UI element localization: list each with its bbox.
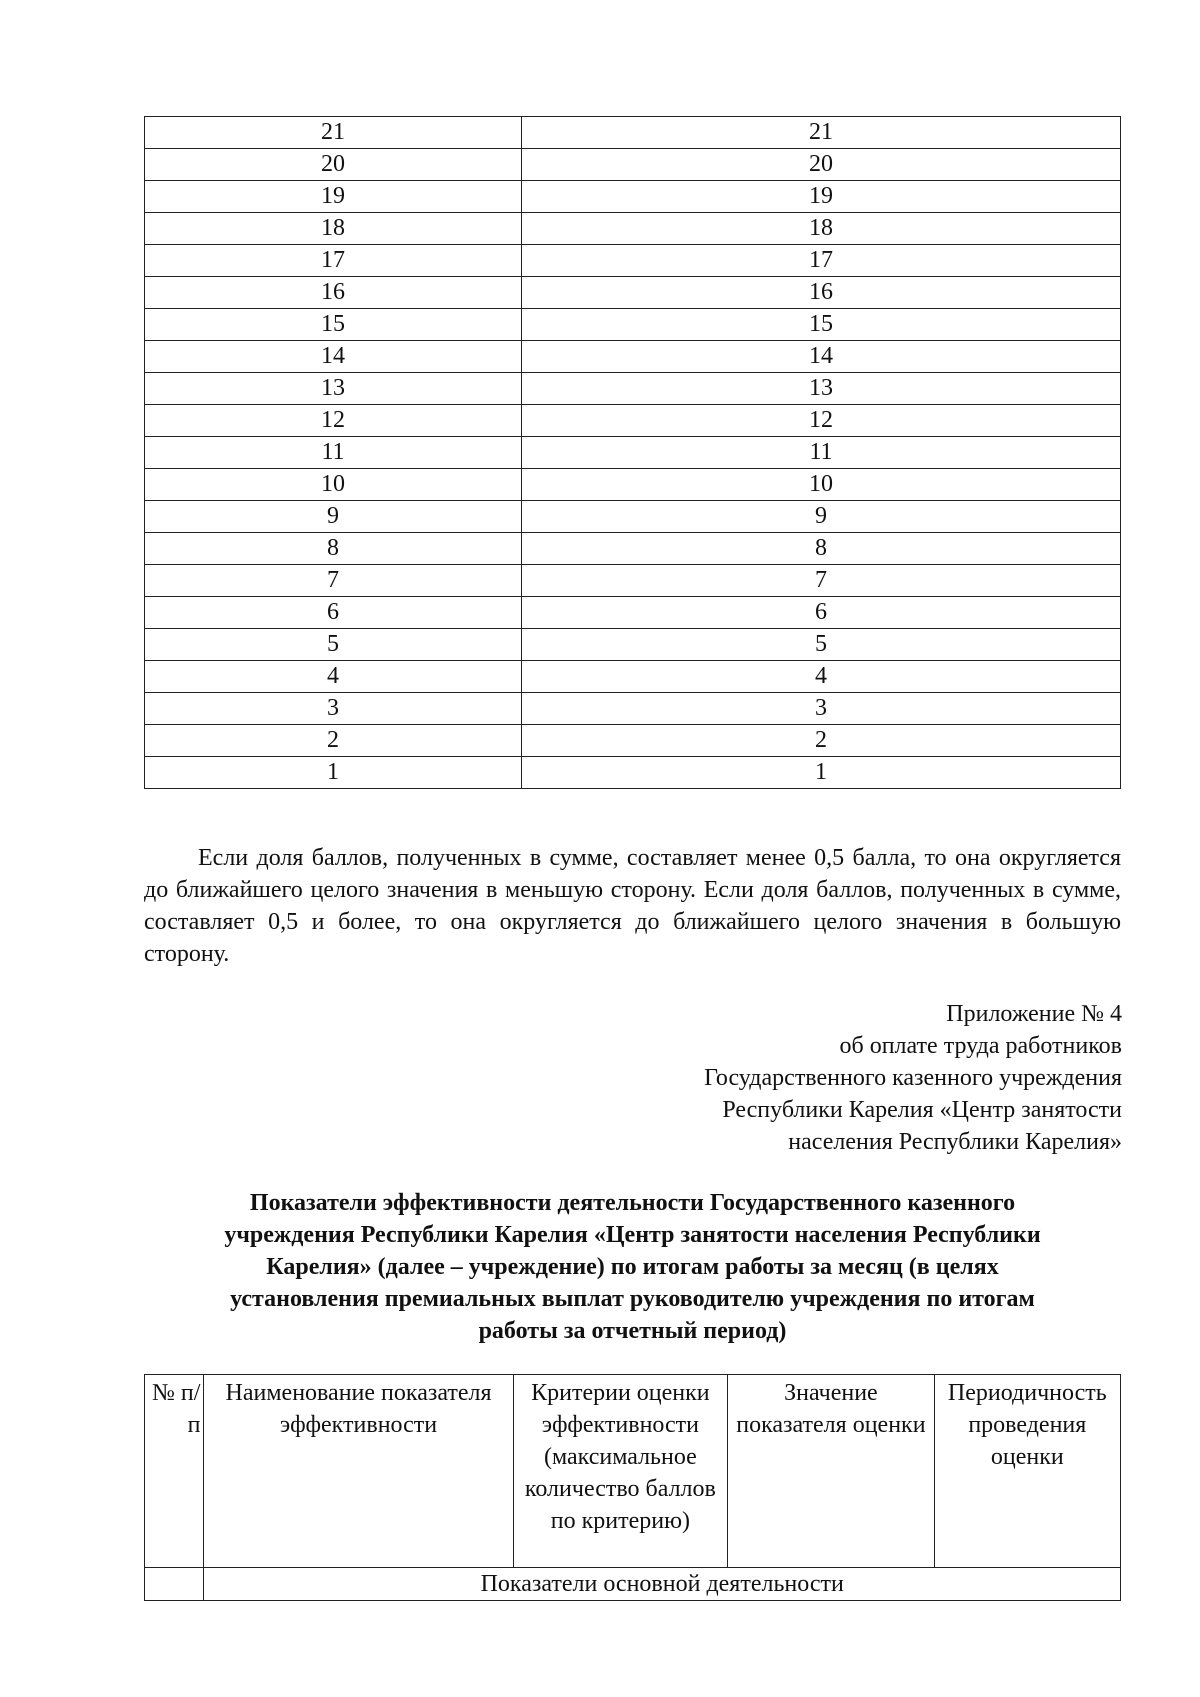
points-cell: 14 xyxy=(522,341,1121,373)
title-line: установления премиальных выплат руководителю учреждения по итогам xyxy=(230,1286,1035,1312)
score-cell: 6 xyxy=(145,597,522,629)
table-row xyxy=(145,725,1121,757)
score-cell: 2 xyxy=(145,725,522,757)
table-row xyxy=(145,277,1121,309)
table-row xyxy=(145,117,1121,149)
table-row xyxy=(145,501,1121,533)
appendix-line: Приложение № 4 xyxy=(946,1001,1122,1027)
points-cell: 15 xyxy=(522,309,1121,341)
table-row xyxy=(145,469,1121,501)
score-cell: 4 xyxy=(145,661,522,693)
score-cell: 1 xyxy=(145,757,522,789)
points-cell: 5 xyxy=(522,629,1121,661)
score-cell: 5 xyxy=(145,629,522,661)
score-cell: 10 xyxy=(145,469,522,501)
points-cell: 10 xyxy=(522,469,1121,501)
title-line: Карелия» (далее – учреждение) по итогам работы за месяц (в целях xyxy=(266,1254,999,1280)
points-cell: 1 xyxy=(522,757,1121,789)
table-row xyxy=(145,405,1121,437)
title-line: учреждения Республики Карелия «Центр занятости населения Республики xyxy=(224,1222,1041,1248)
appendix-line: Республики Карелия «Центр занятости xyxy=(722,1097,1122,1123)
table-row xyxy=(145,437,1121,469)
points-cell: 9 xyxy=(522,501,1121,533)
points-cell: 12 xyxy=(522,405,1121,437)
points-cell: 11 xyxy=(522,437,1121,469)
table-row xyxy=(145,309,1121,341)
header-number: № п/п xyxy=(145,1375,204,1568)
header-indicator-name: Наименование показателя эффективности xyxy=(204,1375,513,1568)
score-cell: 14 xyxy=(145,341,522,373)
rounding-paragraph: Если доля баллов, полученных в сумме, составляет менее 0,5 балла, то она округляется до ближайшего целого значения в меньшую сторону. Если доля баллов, полученных в сумме, составляет 0,5 и более, то она округляется до ближайшего целого значения в большую сторону. xyxy=(144,845,1121,967)
score-cell: 7 xyxy=(145,565,522,597)
points-cell: 13 xyxy=(522,373,1121,405)
table-row xyxy=(145,181,1121,213)
appendix-line: об оплате труда работников xyxy=(839,1033,1122,1059)
kpi-section-row xyxy=(145,1568,1121,1601)
appendix-header xyxy=(704,998,1122,1158)
table-row xyxy=(145,149,1121,181)
header-criteria: Критерии оценки эффективности (максимальное количество баллов по критерию) xyxy=(513,1375,728,1568)
table-row xyxy=(145,629,1121,661)
points-cell: 16 xyxy=(522,277,1121,309)
score-cell: 21 xyxy=(145,117,522,149)
kpi-header-row xyxy=(145,1375,1121,1568)
score-cell: 12 xyxy=(145,405,522,437)
score-cell: 8 xyxy=(145,533,522,565)
table-row xyxy=(145,533,1121,565)
table-row xyxy=(145,373,1121,405)
kpi-table xyxy=(144,1374,1121,1601)
score-table xyxy=(144,116,1121,789)
appendix-line: населения Республики Карелия» xyxy=(788,1129,1122,1155)
points-cell: 4 xyxy=(522,661,1121,693)
table-row xyxy=(145,693,1121,725)
header-value: Значение показателя оценки xyxy=(728,1375,934,1568)
header-periodicity: Периодичность проведения оценки xyxy=(934,1375,1120,1568)
score-cell: 15 xyxy=(145,309,522,341)
table-row xyxy=(145,245,1121,277)
appendix-line: Государственного казенного учреждения xyxy=(704,1065,1122,1091)
section-number-cell xyxy=(145,1568,204,1601)
score-cell: 18 xyxy=(145,213,522,245)
score-cell: 13 xyxy=(145,373,522,405)
score-cell: 19 xyxy=(145,181,522,213)
table-row xyxy=(145,213,1121,245)
table-row xyxy=(145,597,1121,629)
points-cell: 21 xyxy=(522,117,1121,149)
points-cell: 20 xyxy=(522,149,1121,181)
title-line: работы за отчетный период) xyxy=(478,1318,787,1344)
table-row xyxy=(145,757,1121,789)
score-cell: 17 xyxy=(145,245,522,277)
score-table-body xyxy=(145,117,1121,789)
document-title xyxy=(144,1187,1121,1347)
table-row xyxy=(145,341,1121,373)
points-cell: 8 xyxy=(522,533,1121,565)
points-cell: 17 xyxy=(522,245,1121,277)
points-cell: 18 xyxy=(522,213,1121,245)
points-cell: 7 xyxy=(522,565,1121,597)
table-row xyxy=(145,565,1121,597)
score-cell: 9 xyxy=(145,501,522,533)
score-cell: 3 xyxy=(145,693,522,725)
points-cell: 6 xyxy=(522,597,1121,629)
score-cell: 11 xyxy=(145,437,522,469)
score-cell: 16 xyxy=(145,277,522,309)
section-title: Показатели основной деятельности xyxy=(204,1568,1121,1601)
points-cell: 3 xyxy=(522,693,1121,725)
title-line: Показатели эффективности деятельности Государственного казенного xyxy=(249,1190,1016,1216)
points-cell: 2 xyxy=(522,725,1121,757)
table-row xyxy=(145,661,1121,693)
points-cell: 19 xyxy=(522,181,1121,213)
score-cell: 20 xyxy=(145,149,522,181)
